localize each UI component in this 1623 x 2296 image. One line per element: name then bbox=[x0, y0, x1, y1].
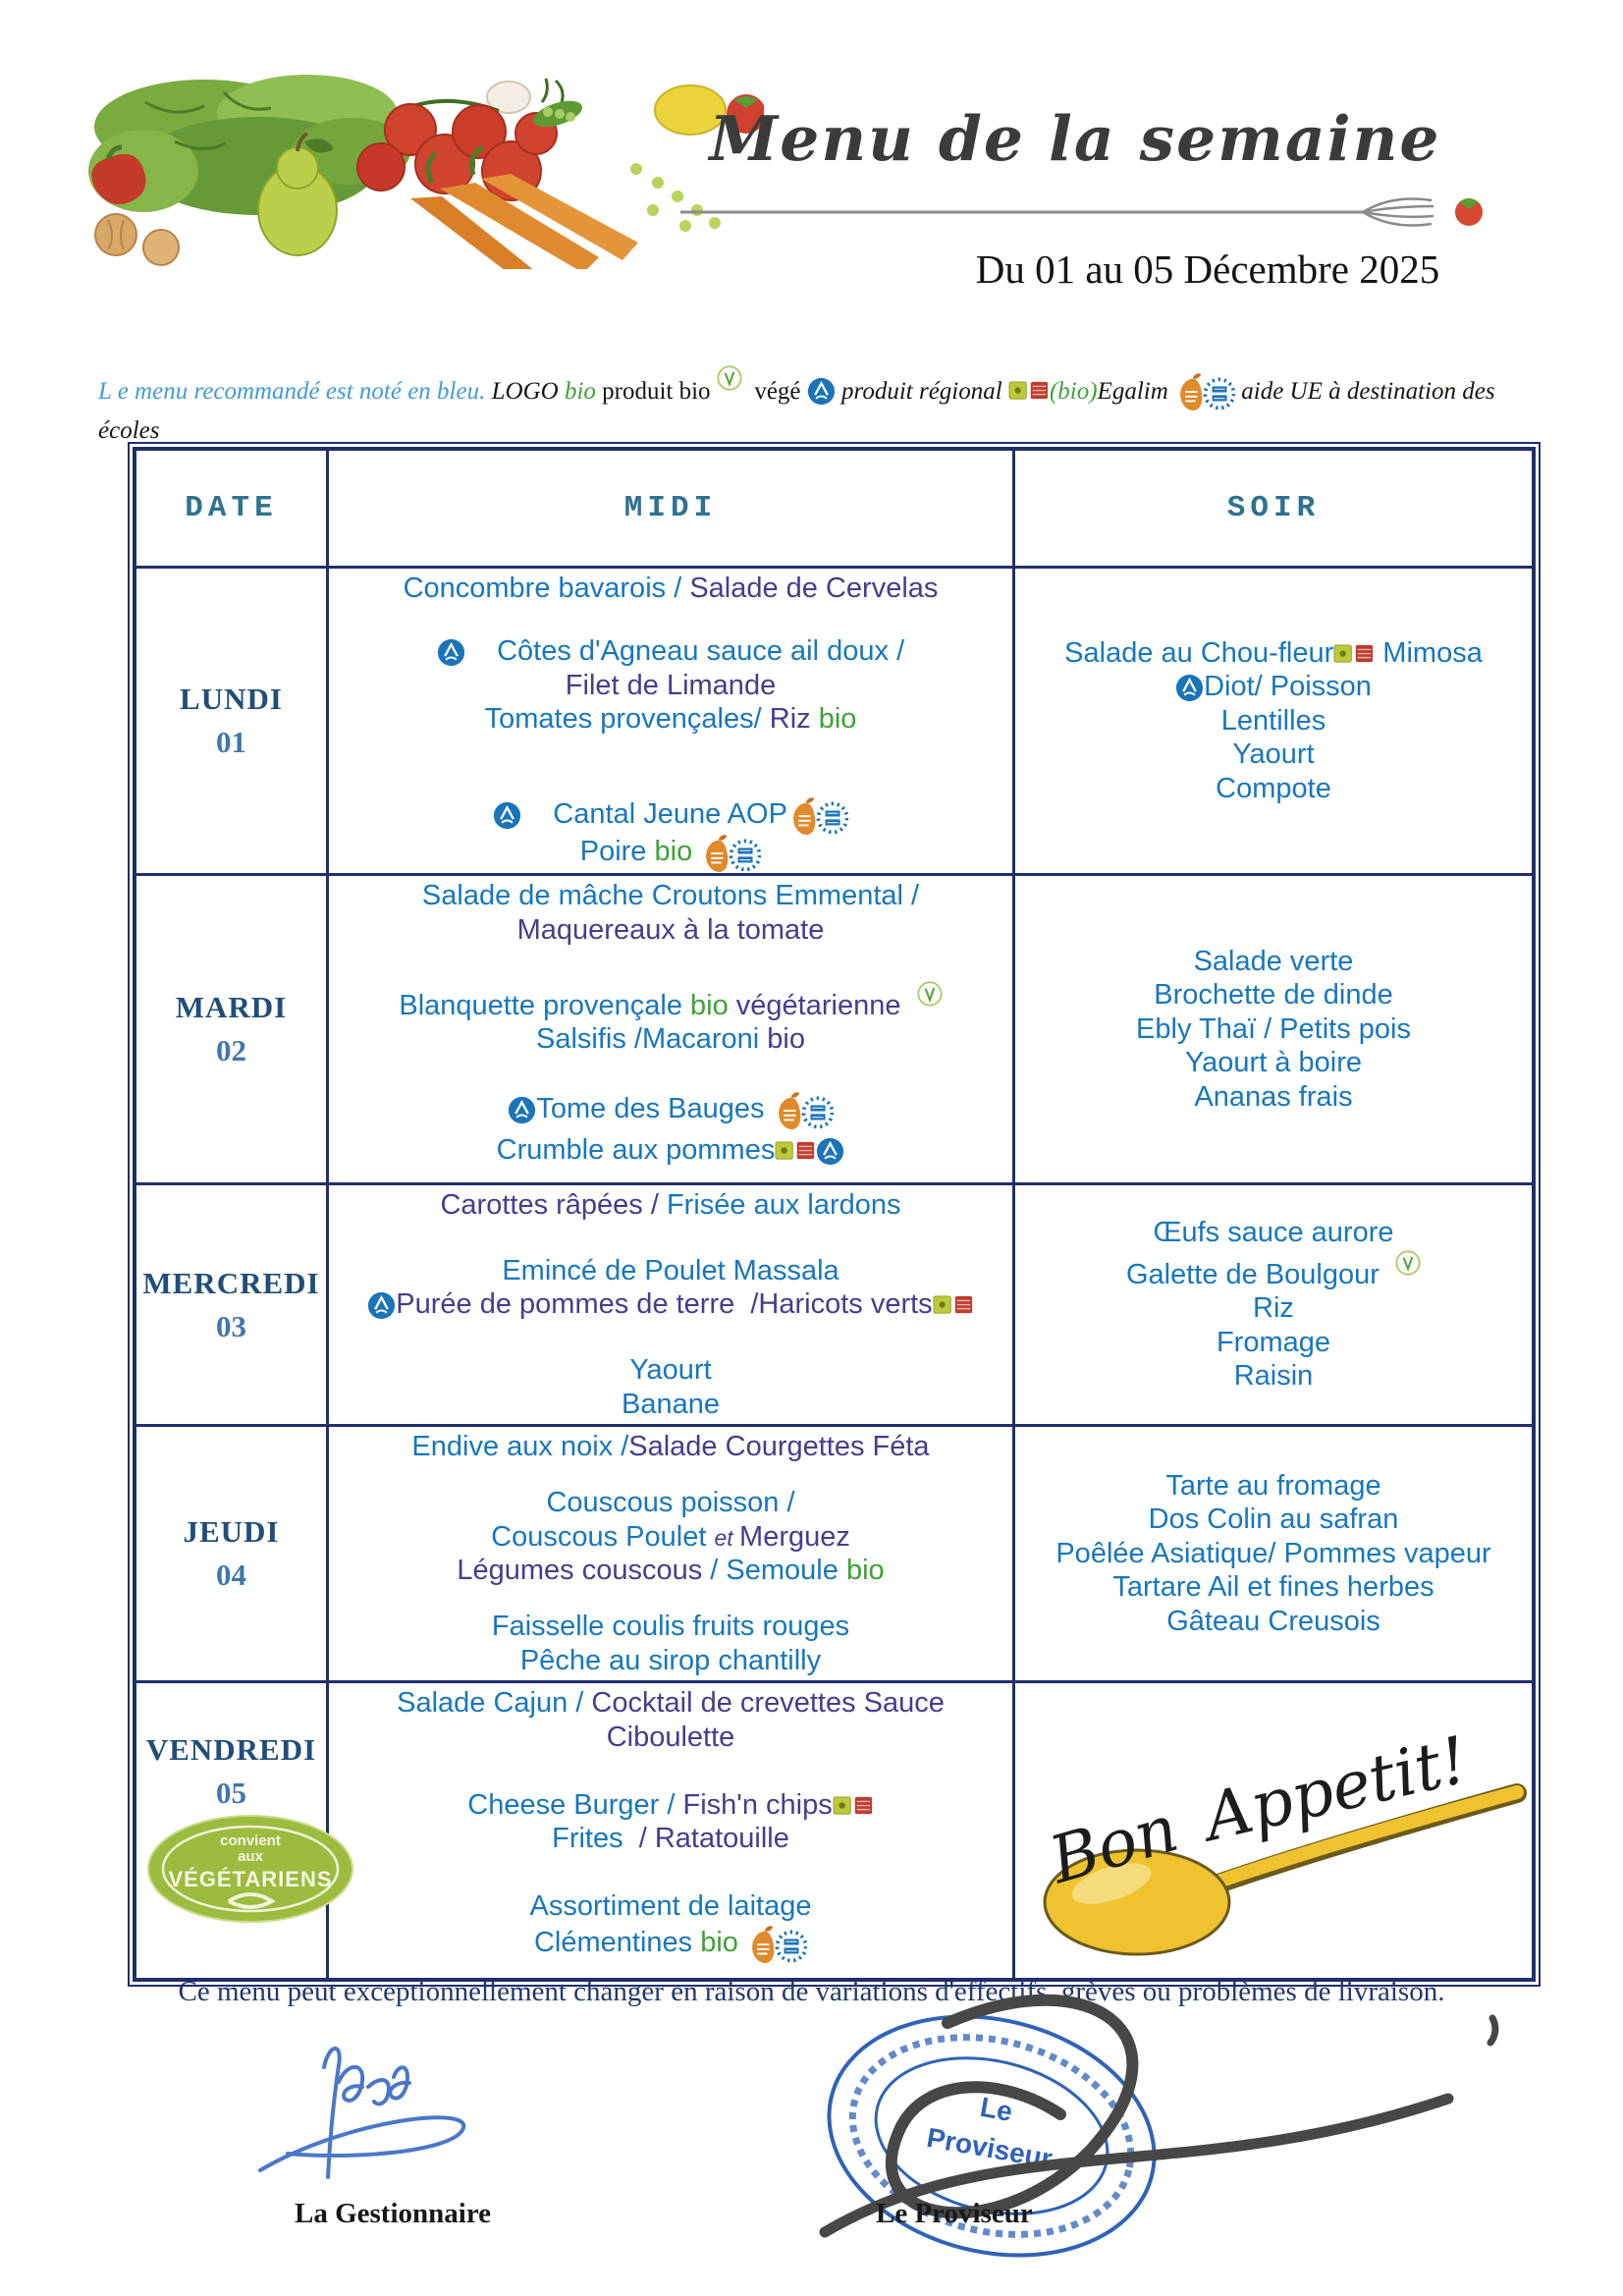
egalim-icon bbox=[775, 1141, 816, 1161]
text-segment: Raisin bbox=[1233, 1360, 1314, 1393]
text-segment: Riz bbox=[1253, 1292, 1294, 1325]
menu-line bbox=[335, 913, 1006, 948]
menu-line bbox=[335, 1924, 1006, 1967]
spacer-line bbox=[335, 1464, 1006, 1487]
menu-line bbox=[335, 833, 1006, 870]
menu-line bbox=[335, 981, 1006, 1023]
text-segment: Purée de pommes de terre /Haricots verts bbox=[396, 1288, 933, 1321]
text-segment: Emincé de Poulet Massala bbox=[502, 1254, 839, 1286]
bon-appetit-illustration bbox=[1021, 1681, 1532, 1971]
menu-line bbox=[1021, 1326, 1526, 1360]
menu-line bbox=[1021, 1570, 1526, 1605]
text-segment: aide UE à destination des bbox=[1235, 378, 1501, 405]
text-segment: Dos Colin au safran bbox=[1148, 1503, 1399, 1536]
day-name: VENDREDI bbox=[145, 1732, 317, 1767]
fork-divider-illustration bbox=[676, 187, 1510, 240]
text-segment: Clémentines bbox=[533, 1926, 701, 1958]
text-segment: Couscous Poulet bbox=[491, 1520, 715, 1553]
text-segment: / Semoule bbox=[710, 1555, 846, 1586]
text-segment: Frisée aux lardons bbox=[666, 1189, 901, 1221]
date-cell-lundi bbox=[136, 569, 329, 876]
regional-icon bbox=[493, 801, 521, 830]
stamp-line2: Proviseur bbox=[924, 2121, 1055, 2174]
text-segment: Salade de Cervelas bbox=[689, 573, 939, 604]
menu-line bbox=[335, 1721, 1006, 1755]
menu-line bbox=[335, 1287, 1006, 1322]
menu-line bbox=[1021, 1605, 1526, 1639]
text-segment: Salsifis /Macaroni bbox=[535, 1023, 768, 1055]
badge-line3: VÉGÉTARIENS bbox=[168, 1867, 333, 1891]
text-segment: Faisselle coulis fruits rouges bbox=[491, 1611, 850, 1642]
eu-icon bbox=[773, 1090, 834, 1133]
spacer-line bbox=[335, 947, 1006, 981]
badge-line2: aux bbox=[238, 1848, 263, 1865]
menu-line bbox=[1021, 945, 1526, 979]
vege-icon bbox=[917, 981, 943, 1007]
menu-line bbox=[335, 1610, 1006, 1644]
menu-line bbox=[1021, 670, 1526, 704]
text-segment: Compote bbox=[1216, 772, 1331, 804]
legend-line bbox=[98, 365, 1502, 447]
date-range: Du 01 au 05 Décembre 2025 bbox=[975, 246, 1440, 292]
text-segment: Ebly Thaï / Petits pois bbox=[1136, 1012, 1411, 1045]
text-segment: bio bbox=[767, 1023, 805, 1055]
text-segment: Salade verte bbox=[1193, 945, 1354, 977]
spacer-line bbox=[335, 1588, 1006, 1611]
menu-line bbox=[335, 572, 1006, 606]
menu-line bbox=[335, 1889, 1006, 1924]
menu-line bbox=[1021, 1469, 1526, 1503]
text-segment: Maquereaux à la tomate bbox=[516, 913, 825, 946]
text-segment: L e menu recommandé est noté en bleu. bbox=[98, 378, 492, 405]
text-segment: bio bbox=[564, 378, 596, 405]
spacer-line bbox=[335, 1223, 1006, 1254]
text-segment: Pêche au sirop chantilly bbox=[519, 1644, 822, 1676]
menu-line bbox=[335, 1644, 1006, 1678]
text-segment: Tome des Bauges bbox=[536, 1093, 773, 1124]
text-segment: Banane bbox=[622, 1388, 720, 1420]
egalim-icon bbox=[1333, 644, 1375, 664]
menu-line bbox=[1021, 738, 1526, 772]
day-number: 04 bbox=[216, 1558, 246, 1592]
spacer-line bbox=[335, 737, 1006, 766]
bon-appetit-word1: Bon bbox=[1042, 1790, 1186, 1899]
text-segment: Riz bbox=[769, 703, 819, 736]
text-segment: / Ratatouille bbox=[638, 1823, 789, 1854]
spacer-line bbox=[335, 766, 1006, 795]
text-segment: Yaourt bbox=[629, 1354, 712, 1386]
menu-line bbox=[335, 1353, 1006, 1388]
menu-line bbox=[1021, 1046, 1526, 1080]
text-segment: Fish'n chips bbox=[682, 1788, 833, 1821]
text-segment: Couscous poisson / bbox=[546, 1487, 795, 1518]
menu-line bbox=[1021, 1359, 1526, 1394]
text-segment: Cocktail de crevettes Sauce bbox=[591, 1687, 945, 1719]
menu-line bbox=[1021, 1537, 1526, 1571]
midi-cell-jeudi bbox=[329, 1427, 1015, 1683]
column-header-date: DATE bbox=[136, 451, 329, 569]
menu-line bbox=[335, 1822, 1006, 1856]
eu-icon bbox=[746, 1924, 807, 1967]
gestionnaire-label: La Gestionnaire bbox=[295, 2198, 492, 2229]
gestionnaire-signature bbox=[231, 2038, 555, 2205]
text-segment: Poire bbox=[579, 835, 655, 867]
text-segment: Diot/ Poisson bbox=[1204, 671, 1372, 703]
midi-cell-mercredi bbox=[329, 1185, 1015, 1427]
date-cell-mercredi bbox=[136, 1185, 329, 1427]
text-segment: Salade Courgettes Féta bbox=[628, 1431, 930, 1462]
spacer-line bbox=[335, 1057, 1006, 1091]
spacer-line bbox=[335, 606, 1006, 635]
text-segment: Œufs sauce aurore bbox=[1153, 1217, 1394, 1249]
badge-line1: convient bbox=[220, 1832, 281, 1849]
day-name: JEUDI bbox=[183, 1514, 280, 1549]
text-segment: bio bbox=[818, 703, 857, 736]
eu-icon bbox=[1174, 371, 1235, 414]
menu-line bbox=[1021, 978, 1526, 1012]
text-segment: produit bio bbox=[595, 378, 717, 405]
text-segment: bio bbox=[700, 1926, 746, 1958]
menu-line bbox=[1021, 636, 1526, 671]
menu-line bbox=[1021, 1012, 1526, 1047]
text-segment: Lentilles bbox=[1220, 704, 1326, 737]
menu-line bbox=[335, 1486, 1006, 1520]
text-segment: bio bbox=[654, 835, 701, 867]
date-cell-mardi bbox=[136, 876, 329, 1185]
spacer-line bbox=[335, 1856, 1006, 1890]
menu-line bbox=[335, 634, 1006, 669]
menu-line bbox=[335, 702, 1006, 737]
spacer-line bbox=[335, 1754, 1006, 1788]
text-segment: Brochette de dinde bbox=[1154, 979, 1393, 1011]
text-segment: écoles bbox=[98, 417, 160, 444]
text-segment: Mimosa bbox=[1375, 636, 1483, 669]
midi-cell-lundi bbox=[329, 569, 1015, 876]
text-segment: Galette de Boulgour bbox=[1125, 1258, 1396, 1290]
regional-icon bbox=[367, 1291, 396, 1320]
egalim-icon bbox=[933, 1295, 974, 1315]
spacer-line bbox=[335, 1322, 1006, 1353]
egalim-icon bbox=[1008, 381, 1050, 401]
menu-line bbox=[335, 1090, 1006, 1133]
stamp-line1: Le bbox=[977, 2091, 1015, 2128]
menu-line bbox=[335, 795, 1006, 833]
text-segment: Filet de Limande bbox=[565, 669, 777, 701]
eu-icon bbox=[700, 833, 761, 876]
text-segment: Endive aux noix / bbox=[411, 1431, 629, 1462]
vege-icon bbox=[1395, 1250, 1421, 1276]
text-segment: végétarienne bbox=[735, 989, 917, 1021]
text-segment: Ananas frais bbox=[1194, 1080, 1353, 1113]
menu-line bbox=[1021, 1291, 1526, 1326]
regional-icon bbox=[807, 377, 836, 406]
text-segment: Tarte au fromage bbox=[1165, 1469, 1381, 1502]
text-segment: Gâteau Creusois bbox=[1166, 1605, 1380, 1637]
regional-icon bbox=[1175, 674, 1204, 702]
text-segment: Ciboulette bbox=[606, 1721, 735, 1753]
text-segment: Yaourt bbox=[1232, 738, 1315, 771]
text-segment: et bbox=[714, 1524, 740, 1551]
text-segment: Tomates provençales/ bbox=[484, 703, 770, 736]
text-segment: Blanquette provençale bbox=[399, 989, 691, 1021]
text-segment: Merguez bbox=[739, 1520, 850, 1553]
page-title: Menu de la semaine bbox=[709, 102, 1441, 175]
proviseur-label: Le Proviseur bbox=[876, 2198, 1033, 2229]
text-segment: Cheese Burger / bbox=[467, 1788, 683, 1821]
text-segment: Crumble aux pommes bbox=[496, 1134, 776, 1166]
soir-cell-jeudi bbox=[1015, 1427, 1532, 1683]
day-number: 02 bbox=[216, 1033, 246, 1067]
text-segment: Salade de mâche Croutons Emmental / bbox=[421, 880, 920, 911]
soir-cell-mardi bbox=[1015, 876, 1532, 1185]
menu-line bbox=[335, 1388, 1006, 1422]
bon-appetit-word2: Appetit! bbox=[1197, 1722, 1475, 1856]
menu-line bbox=[335, 1686, 1006, 1721]
text-segment: végé bbox=[741, 378, 807, 405]
menu-line bbox=[1021, 1080, 1526, 1115]
text-segment: Fromage bbox=[1216, 1326, 1331, 1358]
column-header-midi: MIDI bbox=[329, 451, 1015, 569]
date-cell-jeudi bbox=[136, 1427, 329, 1683]
egalim-icon bbox=[833, 1796, 874, 1816]
text-segment: Salade au Chou-fleur bbox=[1064, 636, 1334, 669]
text-segment: bio bbox=[845, 1555, 885, 1586]
midi-cell-vendredi bbox=[329, 1683, 1015, 1978]
day-name: MARDI bbox=[175, 990, 288, 1024]
menu-line bbox=[335, 1520, 1006, 1555]
soir-cell-mercredi bbox=[1015, 1185, 1532, 1427]
text-segment: Salade Cajun / bbox=[397, 1687, 592, 1719]
text-segment: Légumes couscous bbox=[457, 1555, 711, 1586]
proviseur-signature bbox=[761, 1979, 1537, 2288]
menu-line bbox=[335, 1133, 1006, 1168]
text-segment: Poêlée Asiatique/ Pommes vapeur bbox=[1055, 1537, 1491, 1569]
text-segment: produit régional bbox=[841, 378, 1008, 405]
day-number: 05 bbox=[216, 1776, 246, 1810]
text-segment: LOGO bbox=[491, 378, 565, 405]
text-segment: Cantal Jeune AOP bbox=[521, 797, 787, 830]
text-segment: Carottes râpées / bbox=[440, 1189, 667, 1221]
vegetarian-badge bbox=[145, 1813, 356, 1926]
menu-line bbox=[335, 1254, 1006, 1288]
menu-line bbox=[335, 669, 1006, 703]
menu-line bbox=[1021, 704, 1526, 738]
menu-line bbox=[335, 879, 1006, 913]
text-segment: Côtes d'Agneau sauce ail doux / bbox=[464, 635, 905, 668]
menu-line bbox=[335, 1430, 1006, 1464]
regional-icon bbox=[508, 1096, 536, 1124]
text-segment: Frites bbox=[552, 1823, 639, 1854]
midi-cell-mardi bbox=[329, 876, 1015, 1185]
menu-line bbox=[1021, 772, 1526, 806]
text-segment: Egalim bbox=[1097, 378, 1175, 405]
day-name: LUNDI bbox=[180, 682, 283, 716]
text-segment: bio bbox=[690, 989, 736, 1021]
day-number: 03 bbox=[216, 1308, 246, 1343]
regional-icon bbox=[816, 1137, 844, 1166]
menu-line bbox=[335, 1022, 1006, 1057]
regional-icon bbox=[437, 638, 465, 667]
text-segment: Assortiment de laitage bbox=[529, 1890, 812, 1922]
menu-line bbox=[335, 1788, 1006, 1823]
text-segment: Yaourt à boire bbox=[1184, 1047, 1363, 1079]
menu-line bbox=[335, 1188, 1006, 1223]
menu-line bbox=[1021, 1216, 1526, 1250]
column-header-soir: SOIR bbox=[1015, 451, 1532, 569]
vege-icon bbox=[717, 365, 742, 391]
text-segment: Tartare Ail et fines herbes bbox=[1112, 1571, 1434, 1604]
day-number: 01 bbox=[216, 725, 246, 759]
soir-cell-lundi bbox=[1015, 569, 1532, 876]
menu-line bbox=[1021, 1503, 1526, 1537]
text-segment: Concombre bavarois / bbox=[403, 573, 690, 604]
day-name: MERCREDI bbox=[142, 1265, 320, 1300]
footer-note: Ce menu peut exceptionnellement changer en raison de variations d'effectifs, grèves ou problèmes de livraison. bbox=[178, 1976, 1445, 2007]
text-segment: (bio) bbox=[1049, 378, 1098, 405]
menu-line bbox=[1021, 1250, 1526, 1292]
menu-line bbox=[335, 1554, 1006, 1588]
